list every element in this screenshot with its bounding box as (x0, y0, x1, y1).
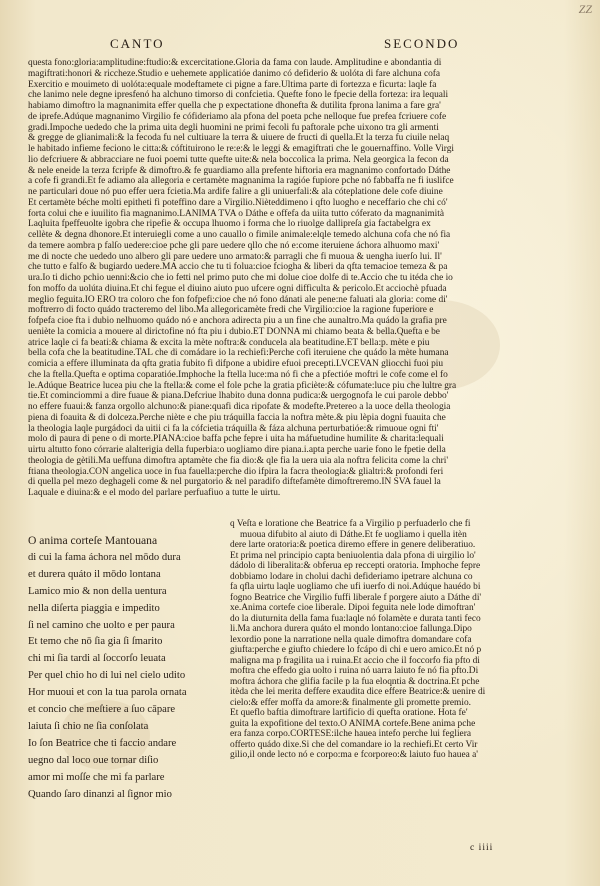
commentary-line: moftra che effedo gia uolto i ruina nó uarra laiuto fe nó fia pfto.Di (230, 666, 479, 676)
commentary-line: uirtu altutto fono córrarie alalterigia della fuperbia:o uogliamo dire piana.i.apta perche uarie fono le fpetie della (28, 445, 446, 455)
verse-line: chi mi ſia tardi al ſoccorſo leuata (28, 653, 166, 665)
commentary-line: no effere fuaui:& fanza orgollo alchuno:& piane:quafi dica ripofate & modefte.Pretereo a la uoce della theologia (28, 402, 451, 412)
commentary-right-block (230, 519, 578, 761)
commentary-line: Laqluita fpeffeuolte igobra che ripefie & occupa lhuomo i forma che lo riuolge dallipreſa gia factabelgra ex (28, 219, 431, 230)
commentary-line: ueniète la comicia a mouere al dirictofine nó fta piu i dubio.ET DONNA mi chiamo beata & bella.Quefta e be (28, 326, 440, 337)
commentary-line: fa qfla uirtu laqle uogliamo che ufi iuerfo di noi.Adúque hauédo bi (230, 582, 481, 592)
verse-line: Io ſon Beatrice che ti faccio andare (28, 737, 177, 749)
commentary-line: Et queflo baftia dimoftrare lartificio di quefta oratione. Hota fe' (230, 708, 468, 718)
commentary-line: xe.Anima cortefe cioe liberale. Dipoi feguita nele lode dimoftran' (230, 603, 476, 613)
commentary-line: giufta:perche e giufto chiedere lo fcápo di chi e uero amico.Et nó p (230, 645, 482, 655)
verse-line: Quando ſaro dinanzi al ſignor mio (28, 788, 172, 800)
commentary-line: le habitado infieme feciono le citta:& cóftituirono le re:e:& le leggi & emagiftrati che le gouernaffino. Volle Virgi (28, 144, 455, 154)
commentary-line: fon moffo da uolúta diuina.Et chi fegue el diuino aiuto puo ufcere ogni difficulta & pericolo.Et acciochè pfuada (28, 283, 447, 294)
commentary-line: dádolo di liberalita:& obferua ep reccepti oratoria. Imphoche fepre (230, 561, 481, 571)
commentary-line: questa fono:gloria:amplitudine:ftudio:& excercitatione.Gloria da fama con laude. Amplitudine e abondantia di (28, 58, 442, 68)
verse-line: nella diſerta piaggia e impedito (28, 602, 160, 614)
commentary-line: era fanza corpo.CORTESE:ilche hauea intefo perche lui fegliera (230, 729, 471, 739)
commentary-line: & gregge de glianimali:& la fecoda fu nel cultiuare la terra & uiuere de fructi di quella.Et la terza fu ciuile nelaq (28, 133, 450, 144)
commentary-line: che la ftella.Quefta e optima coparatióe.Imphoche la ftella luce:ma nó fi che a pfectióe moftri le cofe come el fo (28, 369, 448, 380)
commentary-line: dere larte oratoria:& poetica diremo effere in genere deliberatiuo. (230, 540, 476, 550)
commentary-line: gradi.Impoche uededo che la prima uita degli huomini ne primi fecoli fu paftorale pche uixono tra gli armenti (28, 122, 439, 133)
commentary-line: fofpefa cioe fta i dubio nelhuomo quádo nó e anchora adirecta piu a un fine che aunaltro.Ma quádo la grafia pre (28, 316, 447, 326)
commentary-line: molo di paura di pene o di morte.PIANA:cioe baffa pche fepre i uita ha máfuetudine humilite & charita:lequali (28, 434, 444, 445)
verse-line: laiuta ſi chio ne ſia conſolata (28, 720, 149, 732)
commentary-line: Et certamète béche molti epitheti fi poteffino dare a Virgilio.Nièteddimeno i qfto luogho e neceffario che chi có' (28, 197, 448, 208)
commentary-line: la theologia laqle purgádoci da uitii ci fa la cófcietia tráquilla & fáza alchuna perturbatióe:& rimuoue ogni fti' (28, 423, 439, 434)
commentary-line: comicia a effere illuminata da qfta gratia fubito fi difpone a ubidire efuoi precepti.LVCEVAN gliocchi fuoi piu (28, 359, 444, 369)
running-head-canto: CANTO (110, 36, 165, 51)
commentary-top-block (28, 58, 576, 499)
commentary-line: offerto quádo dixe.Si che del comandare io la rechiefi.Et certo Vir (230, 739, 478, 750)
commentary-line: cielo:& effer moffa da amore:& finalmente gli promette premio. (230, 697, 471, 708)
commentary-line: Exercitio e mouimeto di uolóta:equale modeftamete ci pigne a fare.Ultima parte di fortezza e ficurta: laqle fa (28, 79, 437, 90)
commentary-line: ne particulari doue nó puo effer uera fcietia.Ma ardife falire a gli uniuerfali:& ala cóteplatione dele cofe diuine (28, 187, 443, 197)
commentary-line: me di nocte che uededo uno albero gli pare uedere uno armato:& parragli che fi muoua & uengha iuerſo lui. Il' (28, 251, 442, 262)
commentary-line: magiftrati:honori & riccheze.Studio e uehemete applicatióe danimo có defiderio & uolóta di fare alchuna cofa (28, 68, 441, 79)
commentary-line: ftiana theologia.CON angelica uoce in fua fauella:perche dio ifpira la facra theologia:& glialtri:& profondi feri (28, 466, 444, 477)
verse-line: et durera quáto il mōdo lontana (28, 568, 161, 580)
corner-pencil-note: ZZ (578, 2, 592, 16)
commentary-line: meglio feguita.IO ERO tra coloro che fon fofpefi:cioe che nó fono dánati ale pene:ne faluati ala gloria: come di' (28, 294, 448, 305)
commentary-line: maligna ma p fragilita ua i ruina.Et accio che il foccorfo fia pfto di (230, 655, 480, 666)
commentary-line: che tutto e falfo & bugiardo uedere.MA accio che tu ti folua:cioe fciogha & liberi da qfta temacioe temeza & pa (28, 262, 448, 273)
verse-block (28, 533, 228, 804)
commentary-line: da temere aombra p falſo uedere:cioe pche gli pare uedere qllo che nó e:come iteruiene áchora alhuomo maxi' (28, 240, 440, 251)
verse-line: uegno dal loco oue tornar diſio (28, 754, 159, 766)
verse-line: Lamico mio & non della uentura (28, 585, 167, 597)
commentary-line: de iprefe.Adúque magnanimo Virgilio fe cófideriamo ala pfona del poeta pche nelloque fue prefea fcriuere cofe (28, 111, 447, 122)
verse-line: di cui la fama áchora nel mōdo dura (28, 551, 181, 563)
commentary-line: q Veſta e loratione che Beatrice fa a Virgilio p perfuaderlo che fi (230, 519, 471, 529)
commentary-line: muoua difubito al aiuto di Dáthe.Et fe uogliamo i quella itèn (240, 529, 467, 540)
commentary-line: li.Ma anchora durera quáto el mondo lontano:cioe fallunga.Dipo (230, 624, 472, 634)
commentary-line: Et prima nel principio capta beniuolentia dala pfona di uirgilio lo' (230, 550, 476, 561)
commentary-line: tie.Et cominciommi a dire fuaue & piana.Defcriue lhabito duna donna pudica:& uergognofa le cui parole debbo' (28, 391, 449, 402)
commentary-line: che lanimo nele degne ipresfenó ha alchuno timorso di confcietia. Quefte fono le fpecie della forteza: ira lequali (28, 90, 449, 101)
commentary-line: Laquale e diuina:& e el modo del parlare perfuafiuo a tutte le uirtu. (28, 488, 281, 498)
commentary-line: bella cofa che la beatitudine.TAL che di comádare io la rechiefi:Perche cofi iteruiene che quádo la mète humana (28, 348, 449, 359)
verse-line: Hor muoui et con la tua parola ornata (28, 687, 187, 699)
verse-line: ſi nel camino che uolto e per paura (28, 619, 175, 631)
verse-line: amor mi moſſe che mi fa parlare (28, 771, 165, 783)
commentary-line: lio defcriuere & abbracciare ne fuoi poemi tutte quefte uite:& nela boccolica la prima. Nela georgica la fecon da (28, 154, 449, 165)
verse-line: O anima corteſe Mantouana (28, 534, 158, 547)
commentary-line: fogno Beatrice che Virgilio fuffi liberale f porgere aiuto a Dáthe di' (230, 592, 482, 603)
commentary-line: theologia de gètili.Ma ueffuna dimoftra aptamète che fia dio:& qle fia la uera uia ala noftra felicita come la chri' (28, 455, 449, 466)
commentary-line: gilio,il onde lecto nó e corpo:ma e fcorporeo:& laiuto fuo hauea a' (230, 750, 478, 760)
commentary-line: forta colui che e iuuilito fia magnanimo.LANIMA TVA o Dáthe e offefa da uiita tutto cóferato da magnanimità (28, 208, 445, 219)
commentary-line: do la diuturnita della fama fua:laqle nó folamète e durata tanti feco (230, 613, 481, 624)
verse-line: et concio che meſtiere a ſuo cāpare (28, 704, 176, 716)
commentary-line: di quella pel mezo deghageli come & nel purgatorio & nel paradifo diftefamète dimoftreremo.IN SVA fauel la (28, 477, 441, 488)
commentary-line: a cofe fi grandi.Et fe adiamo ala allegoria e certamète magnanima la ragióe fupiore pche nó fabbaffa ne fi iuslifce (28, 176, 454, 187)
verse-line: Et temo che nō ſia gia ſi ſmarito (28, 636, 163, 648)
commentary-line: dobbiamo lodare in cholui dachi defideriamo ipetrare alchuna co (230, 571, 473, 582)
commentary-line: itèda che lei merita deffere exaudita dice effere Beatrice:& uenire di (230, 687, 486, 697)
commentary-line: moftrerro di focto quádo tracteremo del libo.Ma allegoricamète fredi che Virgilio:cioe la ragione fuperiore e (28, 305, 434, 316)
commentary-line: guita la expofitione del texto.O ANIMA cortefe.Bene anima pche (230, 718, 476, 729)
commentary-line: lexordio pone la narratione nella quale dimoftra domandare cofa (230, 634, 472, 645)
commentary-line: atrice laqle ci fa beati:& chiama & excita la mète noftra:& conducela ala beatitudine.ET bella:p. mète e piu (28, 337, 430, 348)
verse-line: Per quel chio ho di lui nel cielo udito (28, 670, 186, 682)
commentary-line: cellète & degna dhonore.Et interuiegli come a uno cauallo o fimile animale:elqle temedo alchuna cofa che nó fia (28, 230, 451, 240)
commentary-line: habiamo dimoftro la magnanimita effer quella che p expectatione dhonefta & dutilita fprona lanima a fare gra' (28, 101, 441, 111)
commentary-line: piena di foauita & di dolceza.Perche niète e che piu tráquilla faccia la noftra mète.& piu lèpia dogni fuauita che (28, 412, 446, 423)
commentary-line: moftra áchora che glifia facile p la fua eloqntia & doctrina.Et pche (230, 676, 480, 687)
signature-mark: c iiii (470, 842, 494, 853)
commentary-line: & nele eneide la terza fcripfe & dimoftro.& fe guardiamo alla prefente hiftoria era magnanimo confortado Dáthe (28, 165, 451, 176)
running-head (0, 36, 600, 52)
commentary-line: ura.Io ti dicho pchio uenni:&cio che io fetti nel primo puto che mi dolue cioe dolfe di te.Accio che tu itéda che io (28, 273, 453, 283)
commentary-line: le.Adúque Beatrice lucea piu che la ftella:& come el fole pche la gratia pficiète:& cófumate:luce piu che lultre gra (28, 380, 457, 391)
running-head-secondo: SECONDO (384, 36, 460, 51)
